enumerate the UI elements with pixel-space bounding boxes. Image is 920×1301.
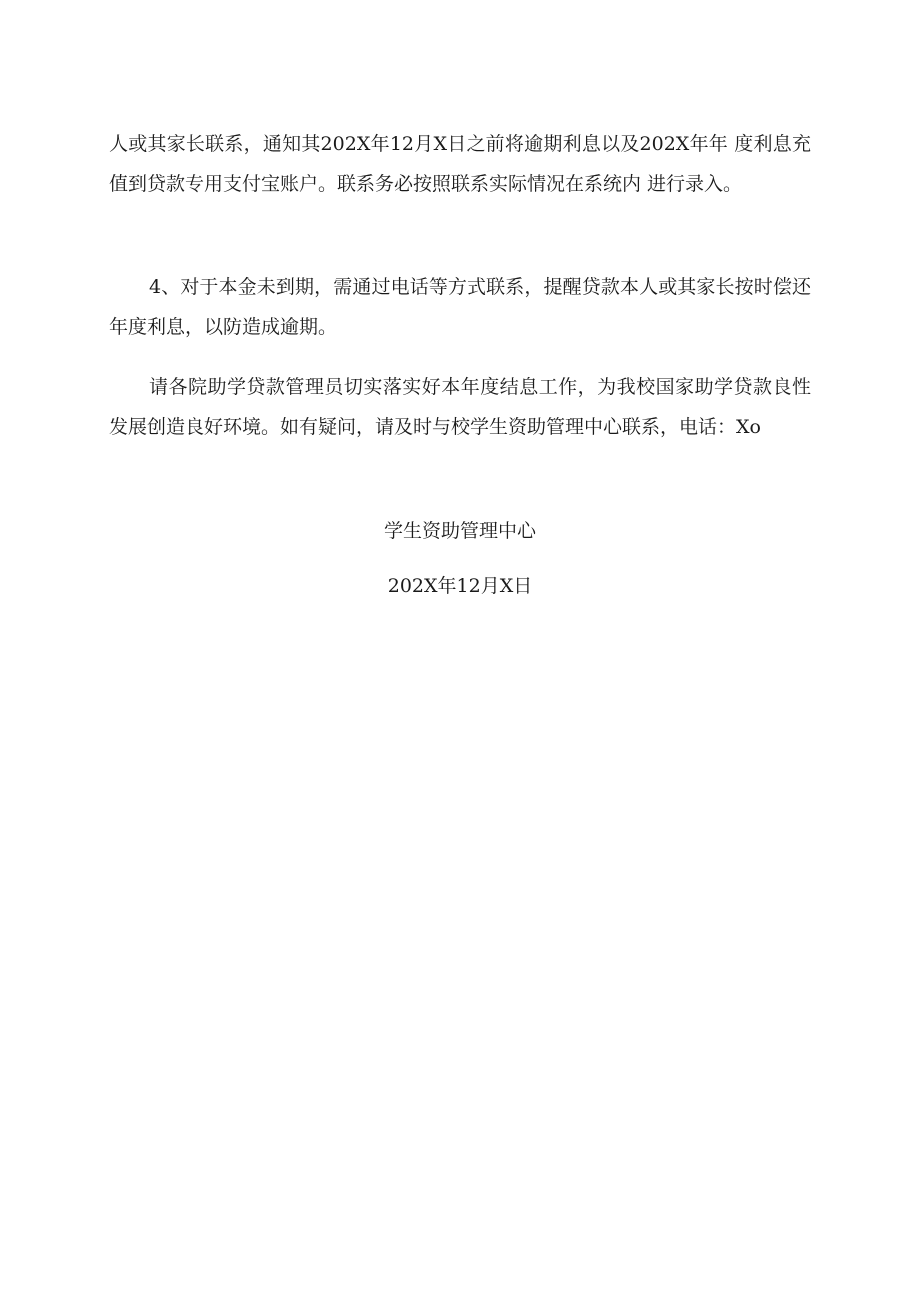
signature-date: 202X年12月X日 (387, 575, 533, 597)
body-paragraph-closing: 请各院助学贷款管理员切实落实好本年度结息工作，为我校国家助学贷款良性发展创造良好环境。如有疑问，请及时与校学生资助管理中心联系，电话：Xo (109, 376, 811, 438)
signature-organization: 学生资助管理中心 (383, 520, 536, 542)
body-paragraph-continuation: 人或其家长联系，通知其202X年12月X日之前将逾期利息以及202X年年 度利息充值到贷款专用支付宝账户。联系务必按照联系实际情况在系统内 进行录入。 (109, 133, 811, 195)
body-paragraph-item-4: 4、对于本金未到期，需通过电话等方式联系，提醒贷款本人或其家长按时偿还年度利息，以防造成逾期。 (109, 276, 811, 338)
